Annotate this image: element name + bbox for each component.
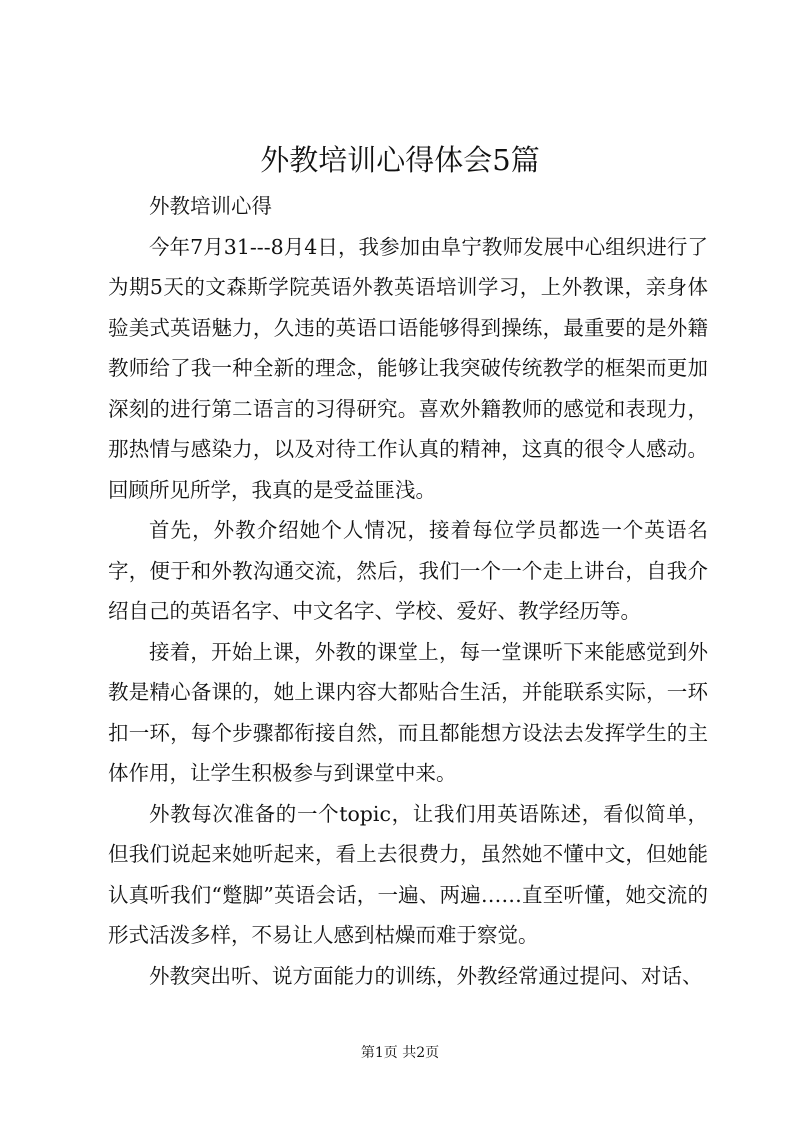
paragraph: 接着，开始上课，外教的课堂上，每一堂课听下来能感觉到外教是精心备课的，她上课内容大都贴合生活，并能联系实际，一环扣一环，每个步骤都衔接自然，而且都能想方设法去发挥学生的主体作用，让学生积极参与到课堂中来。: [108, 639, 708, 785]
paragraph: 外教培训心得: [149, 194, 272, 218]
paragraph: 外教突出听、说方面能力的训练，外教经常通过提问、对话、: [149, 963, 703, 988]
page-footer: 第1页 共2页: [360, 1045, 440, 1061]
paragraph: 外教每次准备的一个topic，让我们用英语陈述，看似简单，但我们说起来她听起来，看上去很费力，虽然她不懂中文，但她能认真听我们“蹩脚”英语会话，一遍、两遍……直至听懂，她交流的形式活泼多样，不易让人感到枯燥而难于察觉。: [108, 801, 708, 947]
document-body: [108, 186, 708, 996]
document-title: 外教培训心得体会5篇: [260, 143, 540, 177]
paragraph: 首先，外教介绍她个人情况，接着每位学员都选一个英语名字，便于和外教沟通交流，然后，我们一个一个走上讲台，自我介绍自己的英语名字、中文名字、学校、爱好、教学经历等。: [108, 518, 708, 623]
paragraph: 今年7月31---8月4日，我参加由阜宁教师发展中心组织进行了为期5天的文森斯学院英语外教英语培训学习，上外教课，亲身体验美式英语魅力，久违的英语口语能够得到操练，最重要的是外籍教师给了我一种全新的理念，能够让我突破传统教学的框架而更加深刻的进行第二语言的习得研究。喜欢外籍教师的感觉和表现力，那热情与感染力，以及对待工作认真的精神，这真的很令人感动。回顾所见所学，我真的是受益匪浅。: [108, 234, 708, 502]
